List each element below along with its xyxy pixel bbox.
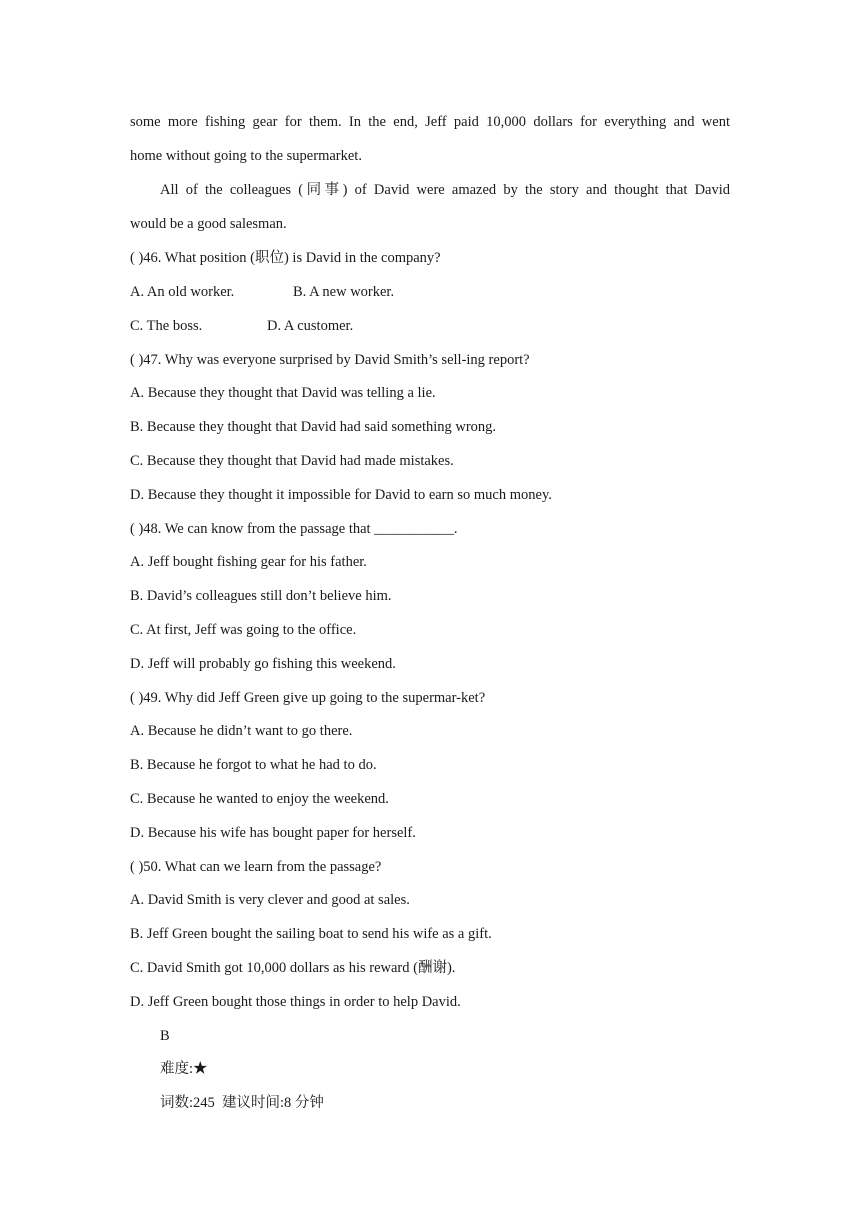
question-stem: ( )49. Why did Jeff Green give up going to the supermar-ket? xyxy=(130,690,486,706)
answer-option: B. David’s colleagues still don’t believe him. xyxy=(130,588,392,604)
question-stem: ( )50. What can we learn from the passage? xyxy=(130,859,382,875)
answer-option: B. A new worker. xyxy=(293,284,395,300)
answer-option: C. Because he wanted to enjoy the weekend. xyxy=(130,791,389,807)
answer-option: A. An old worker. xyxy=(130,284,235,300)
answer-option: C. The boss. xyxy=(130,318,203,334)
answer-option: B. Because they thought that David had said something wrong. xyxy=(130,419,497,435)
difficulty-rating: 难度:★ xyxy=(160,1061,208,1077)
answer-option: D. Because they thought it impossible for David to earn so much money. xyxy=(130,487,552,503)
question-stem: ( )46. What position (职位) is David in the company? xyxy=(130,250,441,266)
answer-option: B. Jeff Green bought the sailing boat to send his wife as a gift. xyxy=(130,926,492,942)
answer-option: C. Because they thought that David had made mistakes. xyxy=(130,453,454,469)
passage-text-line: All of the colleagues (同事) of David were amazed by the story and thought that David xyxy=(160,182,730,198)
answer-option: C. David Smith got 10,000 dollars as his reward (酬谢). xyxy=(130,960,456,976)
answer-option: D. Jeff Green bought those things in order to help David. xyxy=(130,994,461,1010)
passage-text-line: home without going to the supermarket. xyxy=(130,148,362,164)
passage-text-line: some more fishing gear for them. In the end, Jeff paid 10,000 dollars for everything and went xyxy=(130,114,730,130)
question-stem: ( )48. We can know from the passage that ___________. xyxy=(130,521,458,537)
word-count-and-time: 词数:245 建议时间:8 分钟 xyxy=(160,1095,324,1111)
answer-option: A. Jeff bought fishing gear for his father. xyxy=(130,554,367,570)
question-stem: ( )47. Why was everyone surprised by David Smith’s sell-ing report? xyxy=(130,352,530,368)
answer-option: D. Because his wife has bought paper for herself. xyxy=(130,825,416,841)
answer-option: B. Because he forgot to what he had to do. xyxy=(130,757,377,773)
section-label: B xyxy=(160,1028,170,1044)
answer-option: A. David Smith is very clever and good at sales. xyxy=(130,892,410,908)
passage-text-line: would be a good salesman. xyxy=(130,216,287,232)
answer-option: A. Because they thought that David was telling a lie. xyxy=(130,385,436,401)
answer-option: C. At first, Jeff was going to the office. xyxy=(130,622,357,638)
answer-option: D. Jeff will probably go fishing this weekend. xyxy=(130,656,396,672)
answer-option: A. Because he didn’t want to go there. xyxy=(130,723,353,739)
answer-option: D. A customer. xyxy=(267,318,354,334)
